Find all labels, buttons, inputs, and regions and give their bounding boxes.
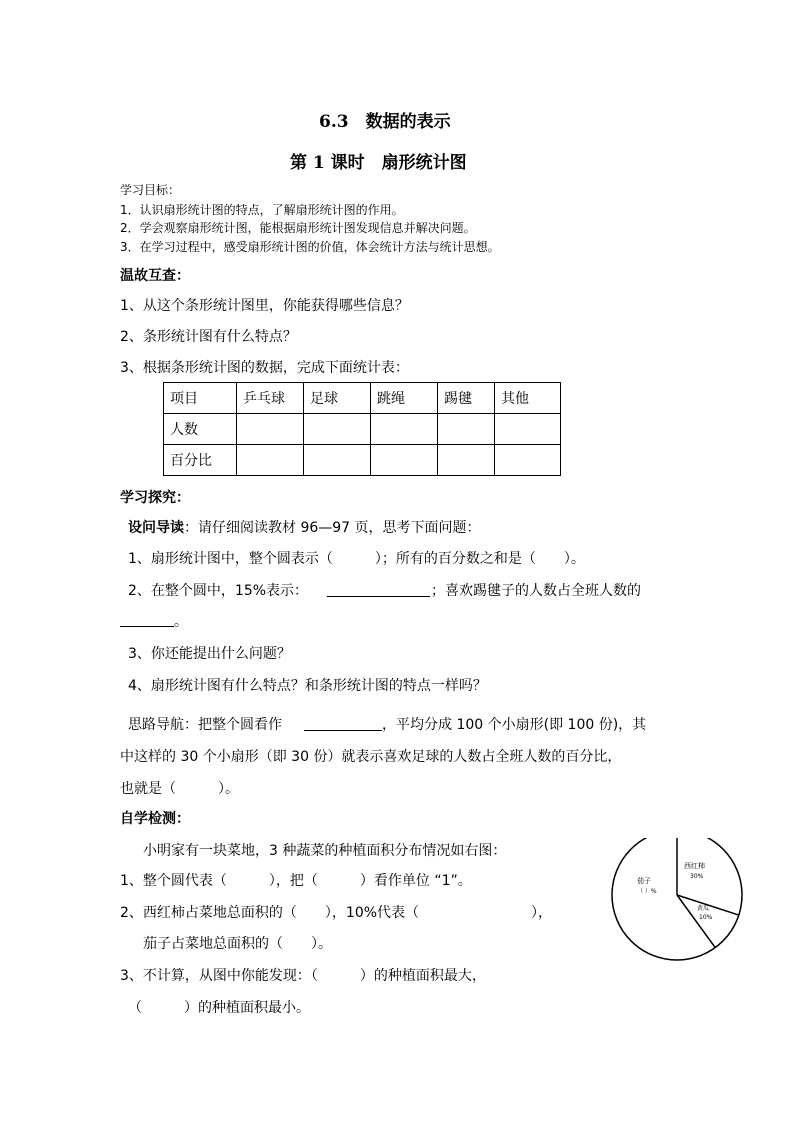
objective-item: 3．在学习过程中，感受扇形统计图的价值，体会统计方法与统计思想。: [120, 240, 500, 254]
guide-line: [128, 517, 481, 537]
review-question: 3、根据条形统计图的数据，完成下面统计表：: [120, 360, 409, 376]
selfcheck-heading: 自学检测：: [120, 811, 190, 827]
selfcheck-question: 茄子占菜地总面积的（ ）。: [143, 936, 332, 952]
table-header-cell: 跳绳: [371, 383, 438, 414]
table-cell[interactable]: [371, 414, 438, 445]
page-title: 6.3 数据的表示: [319, 112, 451, 132]
selfcheck-question: （ ）的种植面积最小。: [128, 1000, 310, 1016]
pie-value-label: 30%: [690, 873, 704, 880]
table-cell[interactable]: [495, 445, 561, 476]
answer-blank[interactable]: [304, 730, 382, 731]
objectives-heading: 学习目标：: [120, 183, 181, 197]
hint-line-a: 思路导航：把整个圆看作: [128, 717, 282, 733]
table-header-cell: 踢毽: [438, 383, 495, 414]
table-cell[interactable]: [304, 414, 371, 445]
selfcheck-question: 1、整个圆代表（ ），把（ ）看作单位 “1”。: [120, 873, 472, 889]
table-header-cell: 足球: [304, 383, 371, 414]
pie-label: 西红柿: [684, 862, 705, 870]
selfcheck-question: 2、西红柿占菜地总面积的（ ），10%代表（ ），: [120, 905, 553, 921]
table-row-label: 人数: [164, 414, 237, 445]
table-header-cell: 项目: [164, 383, 237, 414]
vegetable-pie-chart: [610, 838, 760, 978]
pie-label: 黄瓜: [697, 905, 710, 912]
table-row: [164, 414, 561, 445]
table-row: [164, 383, 561, 414]
explore-question-2c: 。: [174, 614, 188, 630]
table-header-cell: 其他: [495, 383, 561, 414]
statistics-table: [163, 382, 561, 476]
hint-line-b: ，平均分成 100 个小扇形(即 100 份)，其: [382, 717, 647, 733]
guide-label: 设问导读: [128, 520, 184, 536]
table-cell[interactable]: [371, 445, 438, 476]
objective-item: 2．学会观察扇形统计图，能根据扇形统计图发现信息并解决问题。: [120, 221, 476, 235]
review-question: 1、从这个条形统计图里，你能获得哪些信息？: [120, 298, 409, 314]
guide-text: ：请仔细阅读教材 96—97 页，思考下面问题：: [184, 520, 481, 536]
selfcheck-intro: 小明家有一块菜地，3 种蔬菜的种植面积分布情况如右图：: [143, 843, 507, 859]
hint-line-d: 也就是（ ）。: [120, 781, 239, 797]
explore-question: 4、扇形统计图有什么特点？和条形统计图的特点一样吗？: [128, 678, 487, 694]
review-question: 2、条形统计图有什么特点？: [120, 329, 297, 345]
table-cell[interactable]: [438, 414, 495, 445]
pie-label: 茄子: [637, 877, 651, 885]
hint-line-c: 中这样的 30 个小扇形（即 30 份）就表示喜欢足球的人数占全班人数的百分比，: [120, 749, 622, 765]
table-cell[interactable]: [237, 445, 304, 476]
table-row: [164, 445, 561, 476]
objective-item: 1．认识扇形统计图的特点，了解扇形统计图的作用。: [120, 203, 404, 217]
explore-question: 3、你还能提出什么问题？: [128, 646, 291, 662]
explore-heading: 学习探究：: [120, 490, 190, 506]
table-header-cell: 乒乓球: [237, 383, 304, 414]
explore-question: 1、扇形统计图中，整个圆表示（ ）；所有的百分数之和是（ ）。: [128, 551, 585, 567]
table-cell[interactable]: [438, 445, 495, 476]
table-cell[interactable]: [304, 445, 371, 476]
table-cell[interactable]: [237, 414, 304, 445]
lesson-subtitle: 第 1 课时 扇形统计图: [290, 153, 467, 173]
table-row-label: 百分比: [164, 445, 237, 476]
review-heading: 温故互查：: [120, 268, 190, 284]
table-cell[interactable]: [495, 414, 561, 445]
explore-question-2b: ；喜欢踢毽子的人数占全班人数的: [431, 583, 641, 599]
explore-question-2a: 2、在整个圆中，15%表示：: [128, 583, 309, 599]
pie-value-label: 10%: [699, 914, 713, 921]
selfcheck-question: 3、不计算，从图中你能发现：（ ）的种植面积最大，: [120, 968, 486, 984]
answer-blank[interactable]: [327, 596, 430, 597]
answer-blank[interactable]: [120, 626, 174, 627]
pie-value-label: （ ）%: [637, 888, 657, 895]
